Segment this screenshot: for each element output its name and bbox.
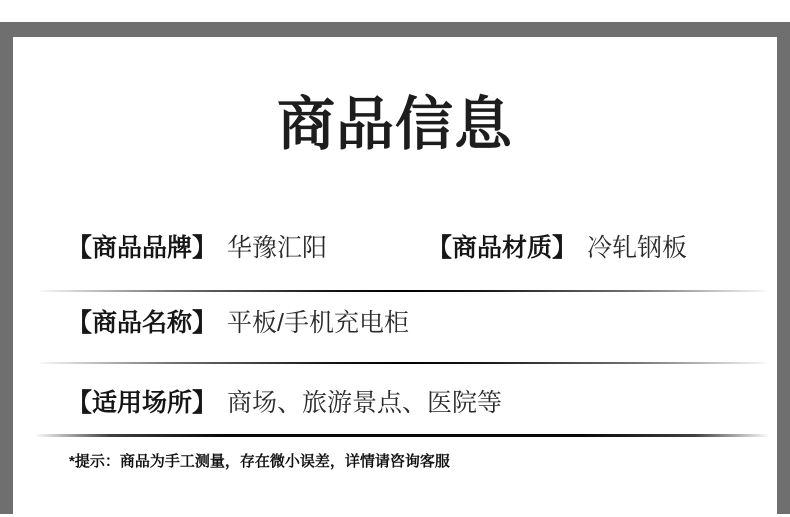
brand-label: 【商品品牌】 — [67, 234, 218, 262]
divider-line-3 — [36, 434, 768, 437]
field-usage-places — [67, 386, 502, 420]
frame-top-bar — [0, 22, 790, 37]
material-label: 【商品材质】 — [427, 234, 578, 262]
field-brand — [67, 231, 327, 265]
field-product-name — [67, 306, 409, 340]
product-name-label: 【商品名称】 — [67, 309, 218, 337]
info-row-name — [0, 306, 790, 340]
info-row-brand-material — [0, 231, 790, 265]
divider-line-1 — [40, 290, 766, 292]
divider-line-2 — [40, 362, 766, 364]
field-material — [427, 231, 687, 265]
info-row-usage — [0, 386, 790, 420]
usage-places-label: 【适用场所】 — [67, 389, 218, 417]
measurement-disclaimer: *提示：商品为手工测量，存在微小误差，详情请咨询客服 — [69, 453, 450, 470]
brand-value: 华豫汇阳 — [227, 234, 328, 262]
material-value: 冷轧钢板 — [587, 234, 688, 262]
product-name-value: 平板/手机充电柜 — [227, 309, 409, 337]
usage-places-value: 商场、旅游景点、医院等 — [227, 389, 503, 417]
page-title: 商品信息 — [276, 92, 513, 157]
